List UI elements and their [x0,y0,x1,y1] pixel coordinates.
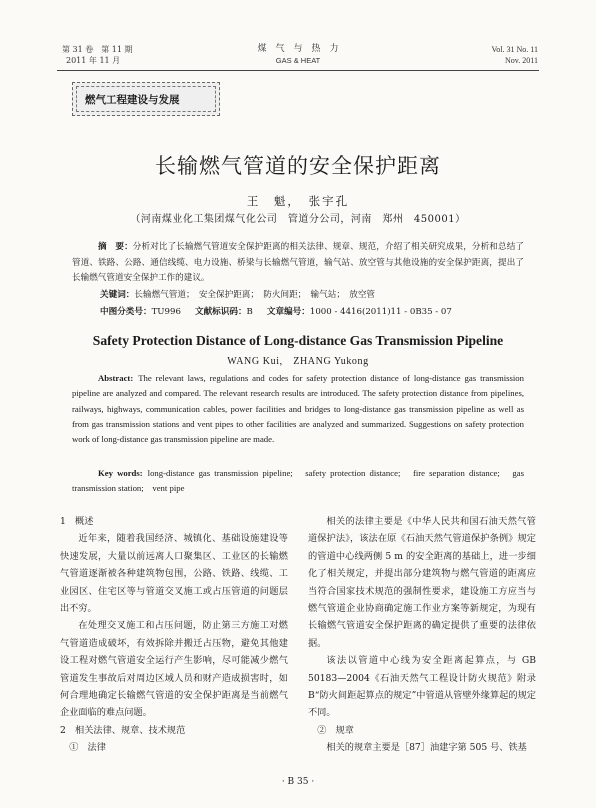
subsection-heading-regulations: ② 规章 [317,724,354,736]
keywords-cn [100,289,375,301]
subsection-heading-law: ① 法律 [69,742,106,754]
article-number-label: 文章编号： [266,307,310,317]
section-heading-2: 2 相关法律、规章、技术规范 [60,724,186,736]
header-rule [57,70,539,71]
abstract-cn [72,240,524,287]
paragraph: 在处理交叉施工和占压问题，防止第三方施工对燃气管道造成破坏，有效拆除并搬迁占压物，避免其他建设工程对燃气管道安全运行产生影响，尽可能减少燃气管道发生事故后对周边区域人员和财产造成损害时，如何合理地确定长输燃气管道的安全保护距离是当前燃气企业面临的难点问题。 [60,620,288,719]
date-cn: 2011 年 11 月 [66,56,121,65]
journal-name-en: GAS & HEAT [275,56,321,65]
section-banner-label: 燃气工程建设与发展 [76,86,216,112]
volume-issue-en: Vol. 31 No. 11 [491,45,538,54]
keywords-en-text: long-distance gas transmission pipeline; safety protection distance; fire separation distance; gas transmission station; vent pipe [72,468,524,494]
keywords-cn-text: 长输燃气管道； 安全保护距离； 防火间距； 输气站； 放空管 [134,290,376,300]
paragraph: 相关的法律主要是《中华人民共和国石油天然气管道保护法》，该法在原《石油天然气管道保护条例》规定的管道中心线两侧 5 m 的安全距离的基础上，进一步细化了相关规定，并提出部分建筑物与燃气管道的距离应当符合国家技术规范的强制性要求，建设施工方应当与燃气管道企业协商确定施工作业方案等新规定，为现有长输燃气管道安全保护距离的确定提供了重要的法律依据。 [308,516,536,649]
doc-code-value: B [246,307,253,317]
doc-code-label: 文献标识码： [194,307,247,317]
abstract-cn-label: 摘 要： [98,242,133,252]
keywords-en [72,466,524,497]
abstract-cn-text: 分析对比了长输燃气管道安全保护距离的相关法律、规章、规范，介绍了相关研究成果，分析和总结了管道、铁路、公路、通信线缆、电力设施、桥梁与长输燃气管道，输气站、放空管与其他设施的安全保护距离，提出了长输燃气管道安全保护工作的建议。 [72,242,524,283]
article-number-value: 1000 - 4416(2011)11 - 0B35 - 07 [309,307,452,317]
page-number: · B 35 · [281,777,315,787]
abstract-en-text: The relevant laws, regulations and codes for safety protection distance of long-distance gas transmission pipeline are analyzed and compared. The relevant research results are introduced. The safety protection distance from pipelines, railways, highways, communication cables, power facilities and bridges to long-distance gas transmission pipeline as well as from gas transmission stations and vent pipes to other facilities are analyzed and summarized. Suggestions on safety protection work of long-distance gas transmission pipeline are made. [72,373,524,445]
affiliation-cn: （河南煤业化工集团煤气化公司 管道分公司，河南 郑州 450001） [130,214,466,225]
paper-title-cn: 长输燃气管道的安全保护距离 [155,154,441,178]
clc-label: 中图分类号： [100,307,152,317]
abstract-en-label: Abstract: [98,373,134,383]
classification-line [100,306,452,318]
paragraph: 相关的规章主要是［87］油建字第 505 号、铁基 [326,742,527,754]
authors-cn: 王 魁， 张宇孔 [246,194,350,208]
paragraph: 该法以管道中心线为安全距离起算点，与 GB 50183—2004《石油天然气工程设计防火规范》附录 B“防火间距起算点的规定”中管道从管壁外缘算起的规定不同。 [308,655,536,719]
volume-issue-cn: 第 31 卷 第 11 期 [62,45,133,54]
section-banner [72,82,220,116]
date-en: Nov. 2011 [505,56,538,65]
abstract-en [72,371,524,447]
section-heading-1: 1 概述 [60,516,94,527]
keywords-cn-label: 关键词： [100,290,135,300]
body-left-column [60,513,288,757]
authors-en: WANG Kui, ZHANG Yukong [227,356,369,367]
clc-value: TU996 [151,307,181,317]
body-right-column [308,513,536,757]
journal-volume-issue-en [492,44,538,66]
paragraph: 近年来，随着我国经济、城镇化、基础设施建设等快速发展，大量以前远离人口聚集区、工业区的长输燃气管道逐渐被各种建筑物包围，公路、铁路、线缆、工业园区、住宅区等与管道交叉施工或占压管道的问题层出不穷。 [60,533,288,615]
journal-name-cn: 煤 气 与 热 力 [257,44,339,54]
paper-title-en: Safety Protection Distance of Long-distance Gas Transmission Pipeline [92,333,504,348]
keywords-en-label: Key words: [98,468,143,478]
